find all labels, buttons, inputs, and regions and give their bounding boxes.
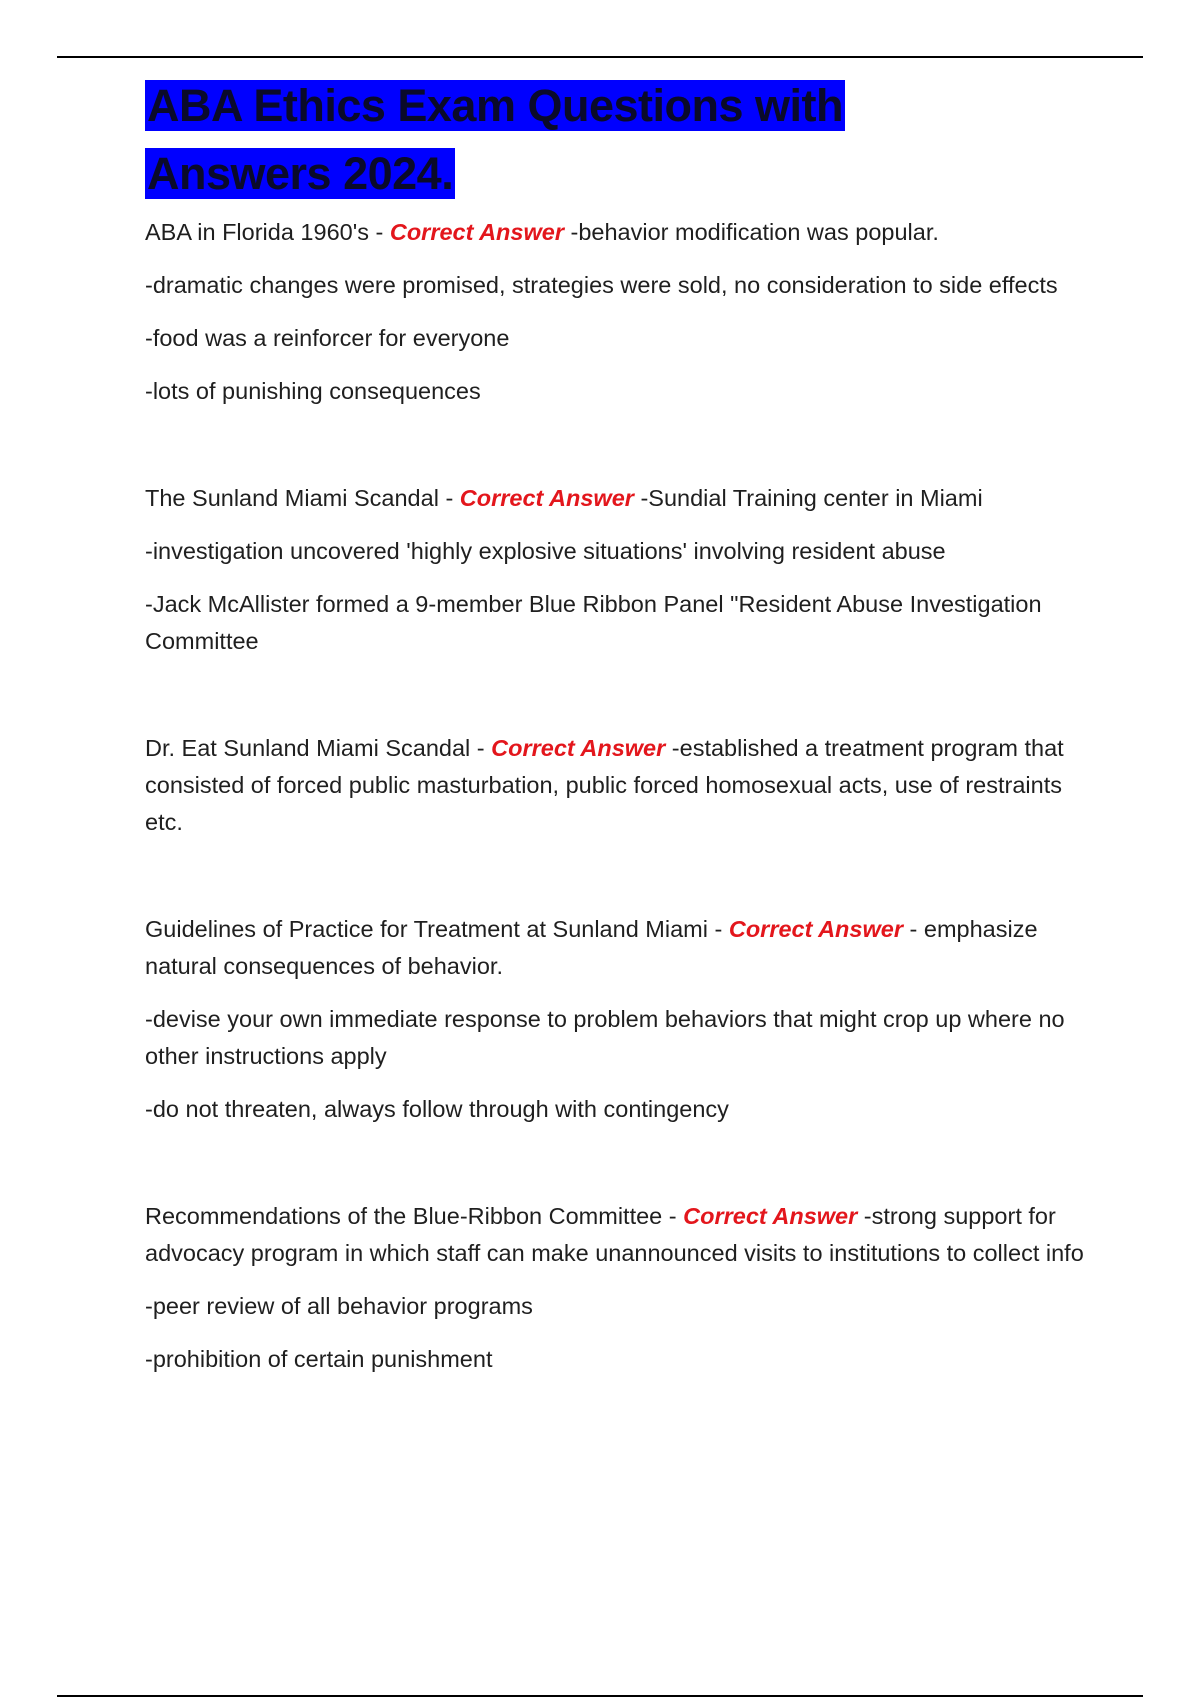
document-body [145, 72, 1095, 1448]
qa-entry [145, 1198, 1095, 1378]
qa-entry [145, 214, 1095, 410]
entry-term: Guidelines of Practice for Treatment at Sunland Miami - [145, 916, 729, 942]
entry-question [145, 911, 1095, 985]
entry-answer: -established a treatment program that consisted of forced public masturbation, public forced homosexual acts, use of restraints etc. [145, 735, 1064, 835]
correct-answer-label: Correct Answer [683, 1203, 858, 1229]
entry-answer: - emphasize natural consequences of behavior. [145, 916, 1038, 979]
entry-question [145, 480, 1095, 517]
entry-question [145, 214, 1095, 251]
qa-entry [145, 730, 1095, 841]
entry-detail: -lots of punishing consequences [145, 378, 481, 404]
document-title [145, 72, 1095, 208]
correct-answer-label: Correct Answer [491, 735, 666, 761]
entry-detail: -food was a reinforcer for everyone [145, 325, 510, 351]
bottom-rule [57, 1695, 1143, 1697]
title-line-2: Answers 2024. [147, 148, 454, 199]
entry-question [145, 730, 1095, 841]
entry-term: The Sunland Miami Scandal - [145, 485, 460, 511]
entry-detail: -investigation uncovered 'highly explosive situations' involving resident abuse [145, 538, 946, 564]
qa-entry [145, 911, 1095, 1128]
entry-detail: -Jack McAllister formed a 9-member Blue Ribbon Panel "Resident Abuse Investigation Committee [145, 591, 1042, 654]
entry-answer: -Sundial Training center in Miami [633, 485, 983, 511]
title-line-1: ABA Ethics Exam Questions with [147, 80, 843, 131]
entry-question [145, 1198, 1095, 1272]
entry-detail: -peer review of all behavior programs [145, 1293, 533, 1319]
qa-entry [145, 480, 1095, 660]
entry-detail: -dramatic changes were promised, strategies were sold, no consideration to side effects [145, 272, 1058, 298]
entry-term: Dr. Eat Sunland Miami Scandal - [145, 735, 492, 761]
top-rule [57, 56, 1143, 58]
correct-answer-label: Correct Answer [459, 485, 634, 511]
entry-detail: -do not threaten, always follow through with contingency [145, 1096, 729, 1122]
title-highlight [145, 80, 845, 199]
correct-answer-label: Correct Answer [389, 219, 564, 245]
entry-detail: -devise your own immediate response to problem behaviors that might crop up where no other instructions apply [145, 1006, 1065, 1069]
entry-detail: -prohibition of certain punishment [145, 1346, 493, 1372]
entry-term: Recommendations of the Blue-Ribbon Committee - [145, 1203, 684, 1229]
entry-answer: -behavior modification was popular. [563, 219, 939, 245]
entry-term: ABA in Florida 1960's - [145, 219, 390, 245]
entry-answer: -strong support for advocacy program in which staff can make unannounced visits to institutions to collect info [145, 1203, 1084, 1266]
correct-answer-label: Correct Answer [728, 916, 903, 942]
